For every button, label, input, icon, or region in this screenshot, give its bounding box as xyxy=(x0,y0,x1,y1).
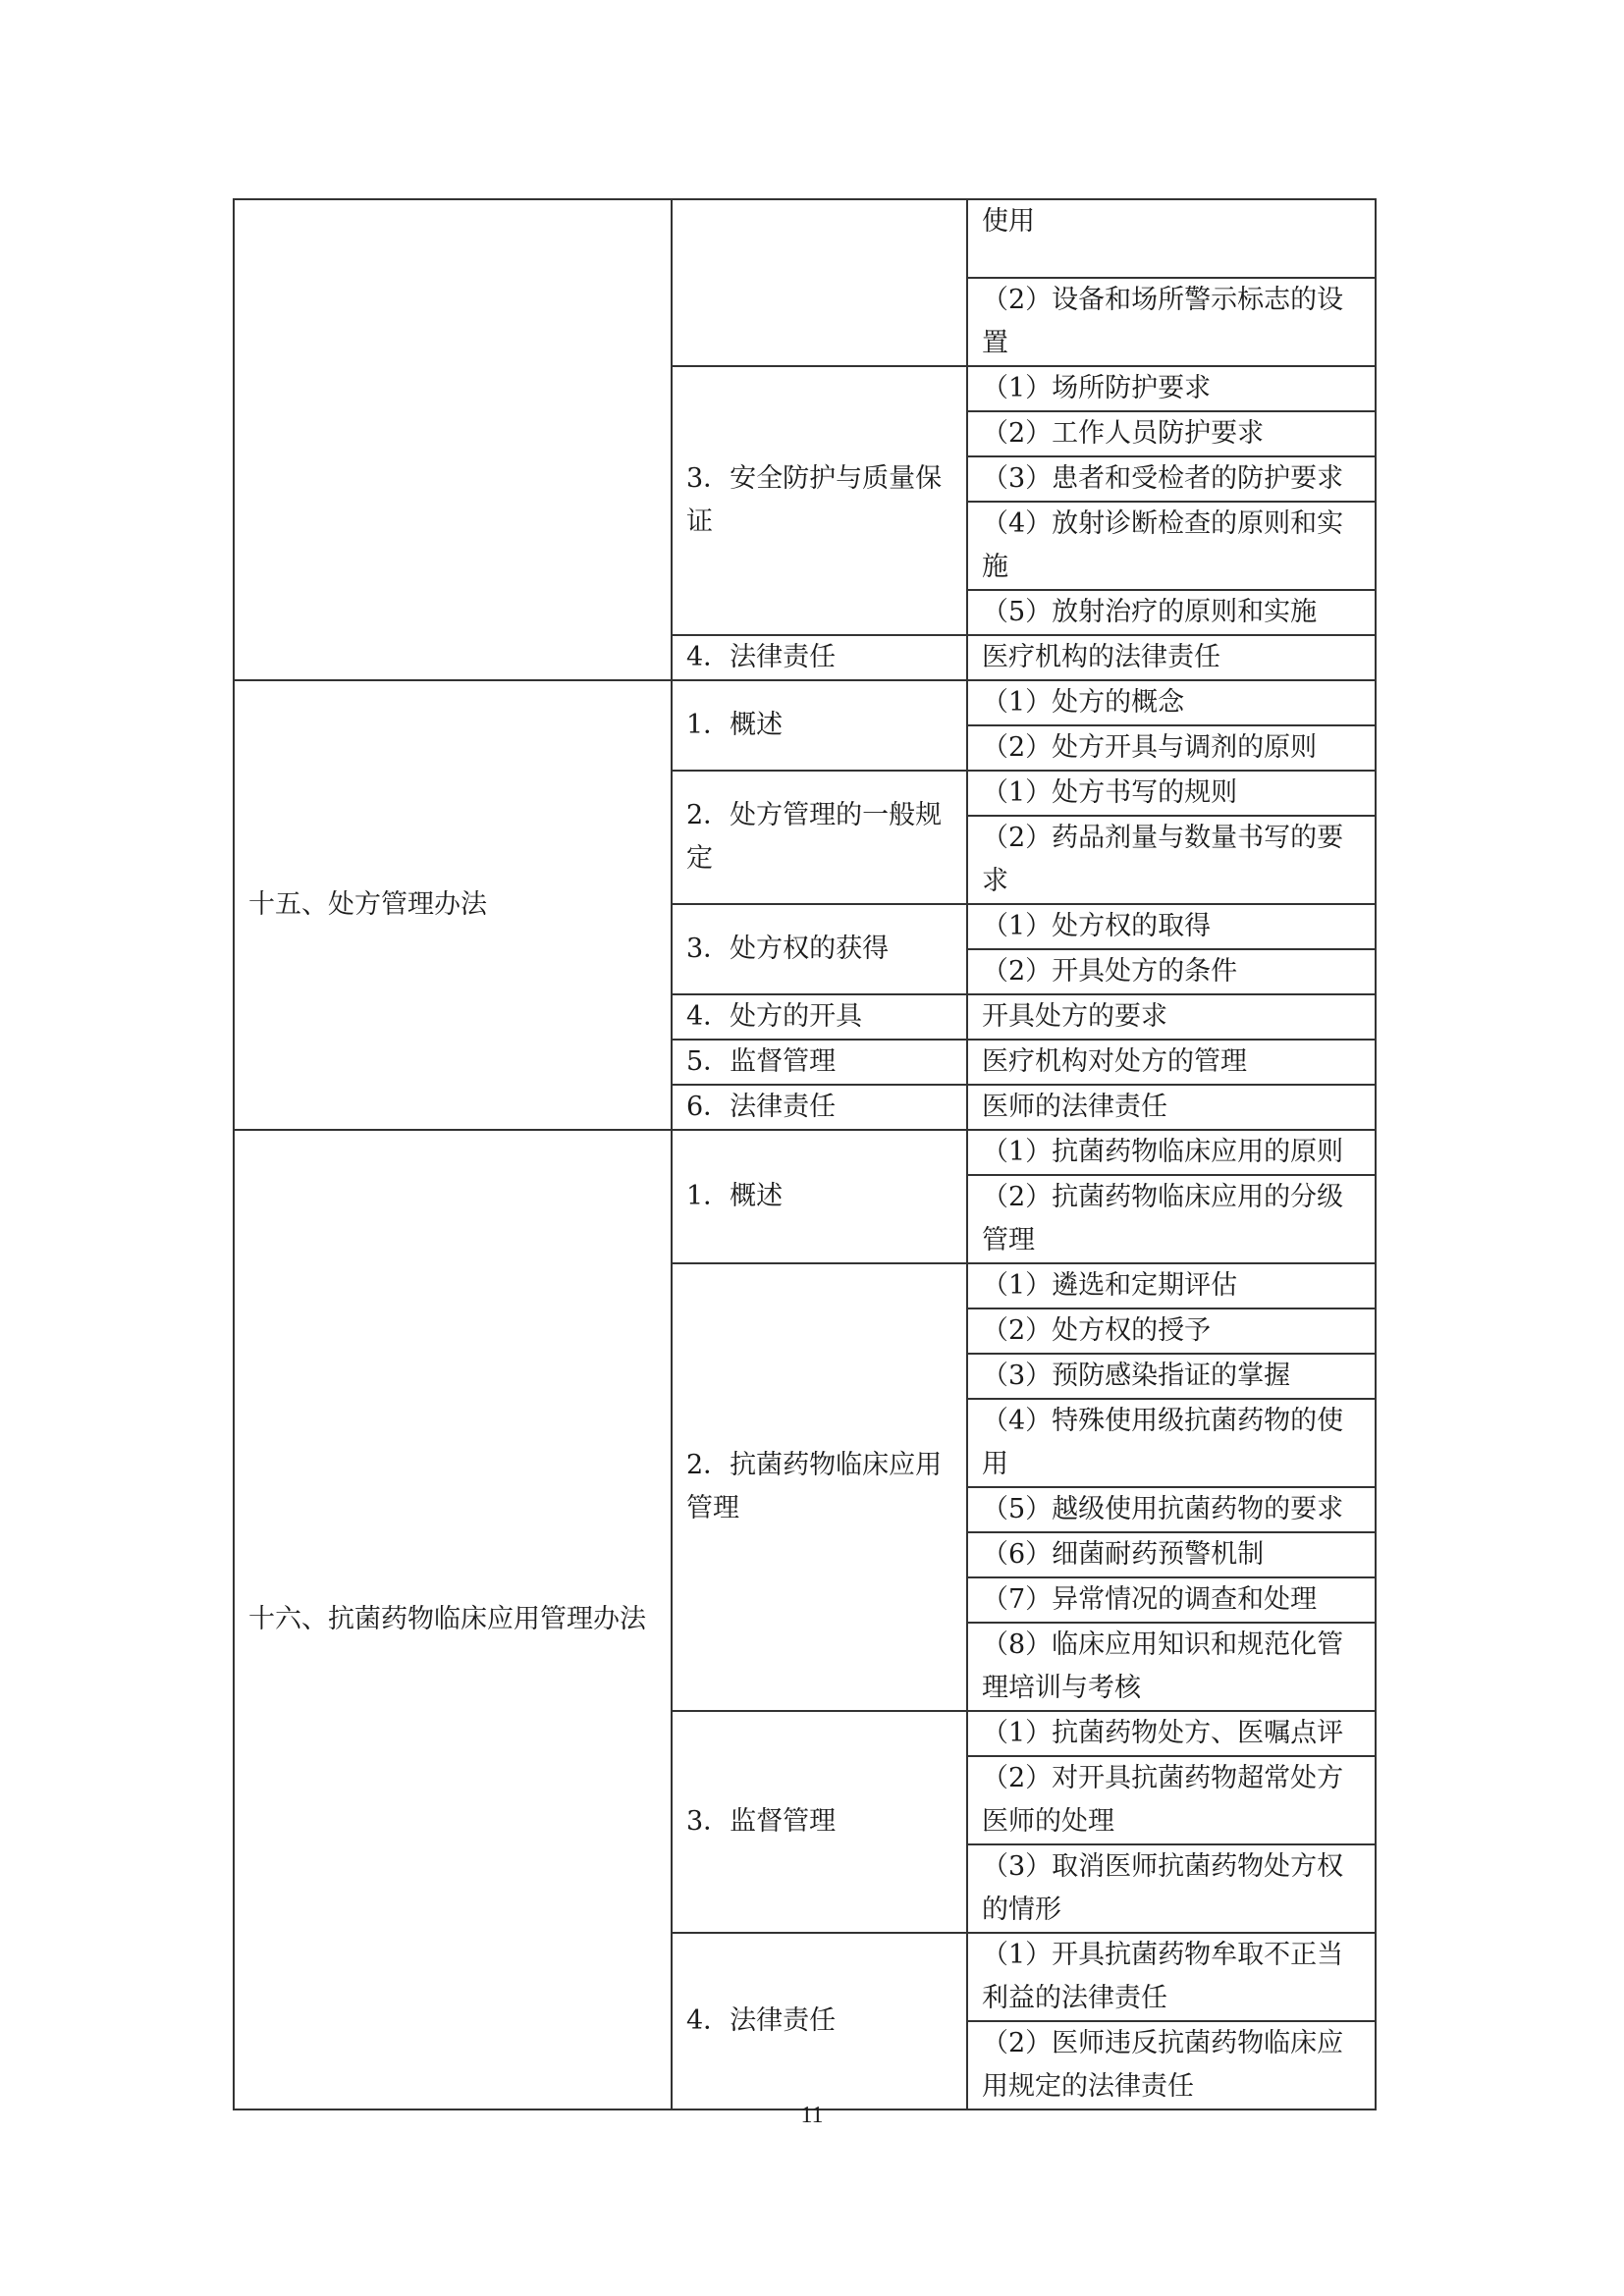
point-cell: （1）场所防护要求 xyxy=(967,366,1376,411)
point-cell: （2）设备和场所警示标志的设置 xyxy=(967,278,1376,366)
point-cell: （2）抗菌药物临床应用的分级管理 xyxy=(967,1175,1376,1263)
point-cell: 使用 xyxy=(967,199,1376,278)
topic-cell: 4．法律责任 xyxy=(672,635,967,680)
topic-cell: 4．法律责任 xyxy=(672,1933,967,2109)
point-cell: （3）取消医师抗菌药物处方权的情形 xyxy=(967,1844,1376,1933)
point-cell: （2）处方开具与调剂的原则 xyxy=(967,725,1376,771)
topic-cell: 6．法律责任 xyxy=(672,1085,967,1130)
point-cell: （5）越级使用抗菌药物的要求 xyxy=(967,1487,1376,1532)
point-cell: 医师的法律责任 xyxy=(967,1085,1376,1130)
topic-cell: 3．监督管理 xyxy=(672,1711,967,1933)
topic-cell: 1．概述 xyxy=(672,680,967,771)
point-cell: （5）放射治疗的原则和实施 xyxy=(967,590,1376,635)
point-cell: 开具处方的要求 xyxy=(967,994,1376,1040)
topic-cell: 1．概述 xyxy=(672,1130,967,1263)
topic-cell: 2．抗菌药物临床应用管理 xyxy=(672,1263,967,1711)
point-cell: （4）特殊使用级抗菌药物的使用 xyxy=(967,1399,1376,1487)
point-cell: （3）预防感染指证的掌握 xyxy=(967,1354,1376,1399)
point-cell: （1）处方书写的规则 xyxy=(967,771,1376,816)
point-cell: （3）患者和受检者的防护要求 xyxy=(967,456,1376,502)
point-cell: （1）遴选和定期评估 xyxy=(967,1263,1376,1308)
topic-cell: 3．安全防护与质量保证 xyxy=(672,366,967,635)
point-cell: （8）临床应用知识和规范化管理培训与考核 xyxy=(967,1623,1376,1711)
point-cell: （2）对开具抗菌药物超常处方医师的处理 xyxy=(967,1756,1376,1844)
point-cell: （7）异常情况的调查和处理 xyxy=(967,1577,1376,1623)
point-cell: （2）处方权的授予 xyxy=(967,1308,1376,1354)
topic-cell: 4．处方的开具 xyxy=(672,994,967,1040)
point-cell: （6）细菌耐药预警机制 xyxy=(967,1532,1376,1577)
section-cell: 十六、抗菌药物临床应用管理办法 xyxy=(234,1130,672,2109)
point-cell: 医疗机构对处方的管理 xyxy=(967,1040,1376,1085)
section-cell: 十五、处方管理办法 xyxy=(234,680,672,1130)
syllabus-table xyxy=(233,198,1377,2110)
topic-cell: 2．处方管理的一般规定 xyxy=(672,771,967,904)
page-number: 11 xyxy=(800,2103,824,2128)
point-cell: （2）开具处方的条件 xyxy=(967,949,1376,994)
point-cell: （1）开具抗菌药物牟取不正当利益的法律责任 xyxy=(967,1933,1376,2021)
point-cell: （1）处方权的取得 xyxy=(967,904,1376,949)
point-cell: 医疗机构的法律责任 xyxy=(967,635,1376,680)
point-cell: （2）医师违反抗菌药物临床应用规定的法律责任 xyxy=(967,2021,1376,2109)
section-cell xyxy=(234,199,672,680)
point-cell: （1）抗菌药物临床应用的原则 xyxy=(967,1130,1376,1175)
topic-cell xyxy=(672,199,967,366)
point-cell: （2）药品剂量与数量书写的要求 xyxy=(967,816,1376,904)
point-cell: （1）抗菌药物处方、医嘱点评 xyxy=(967,1711,1376,1756)
topic-cell: 3．处方权的获得 xyxy=(672,904,967,994)
point-cell: （1）处方的概念 xyxy=(967,680,1376,725)
point-cell: （4）放射诊断检查的原则和实施 xyxy=(967,502,1376,590)
point-cell: （2）工作人员防护要求 xyxy=(967,411,1376,456)
topic-cell: 5．监督管理 xyxy=(672,1040,967,1085)
